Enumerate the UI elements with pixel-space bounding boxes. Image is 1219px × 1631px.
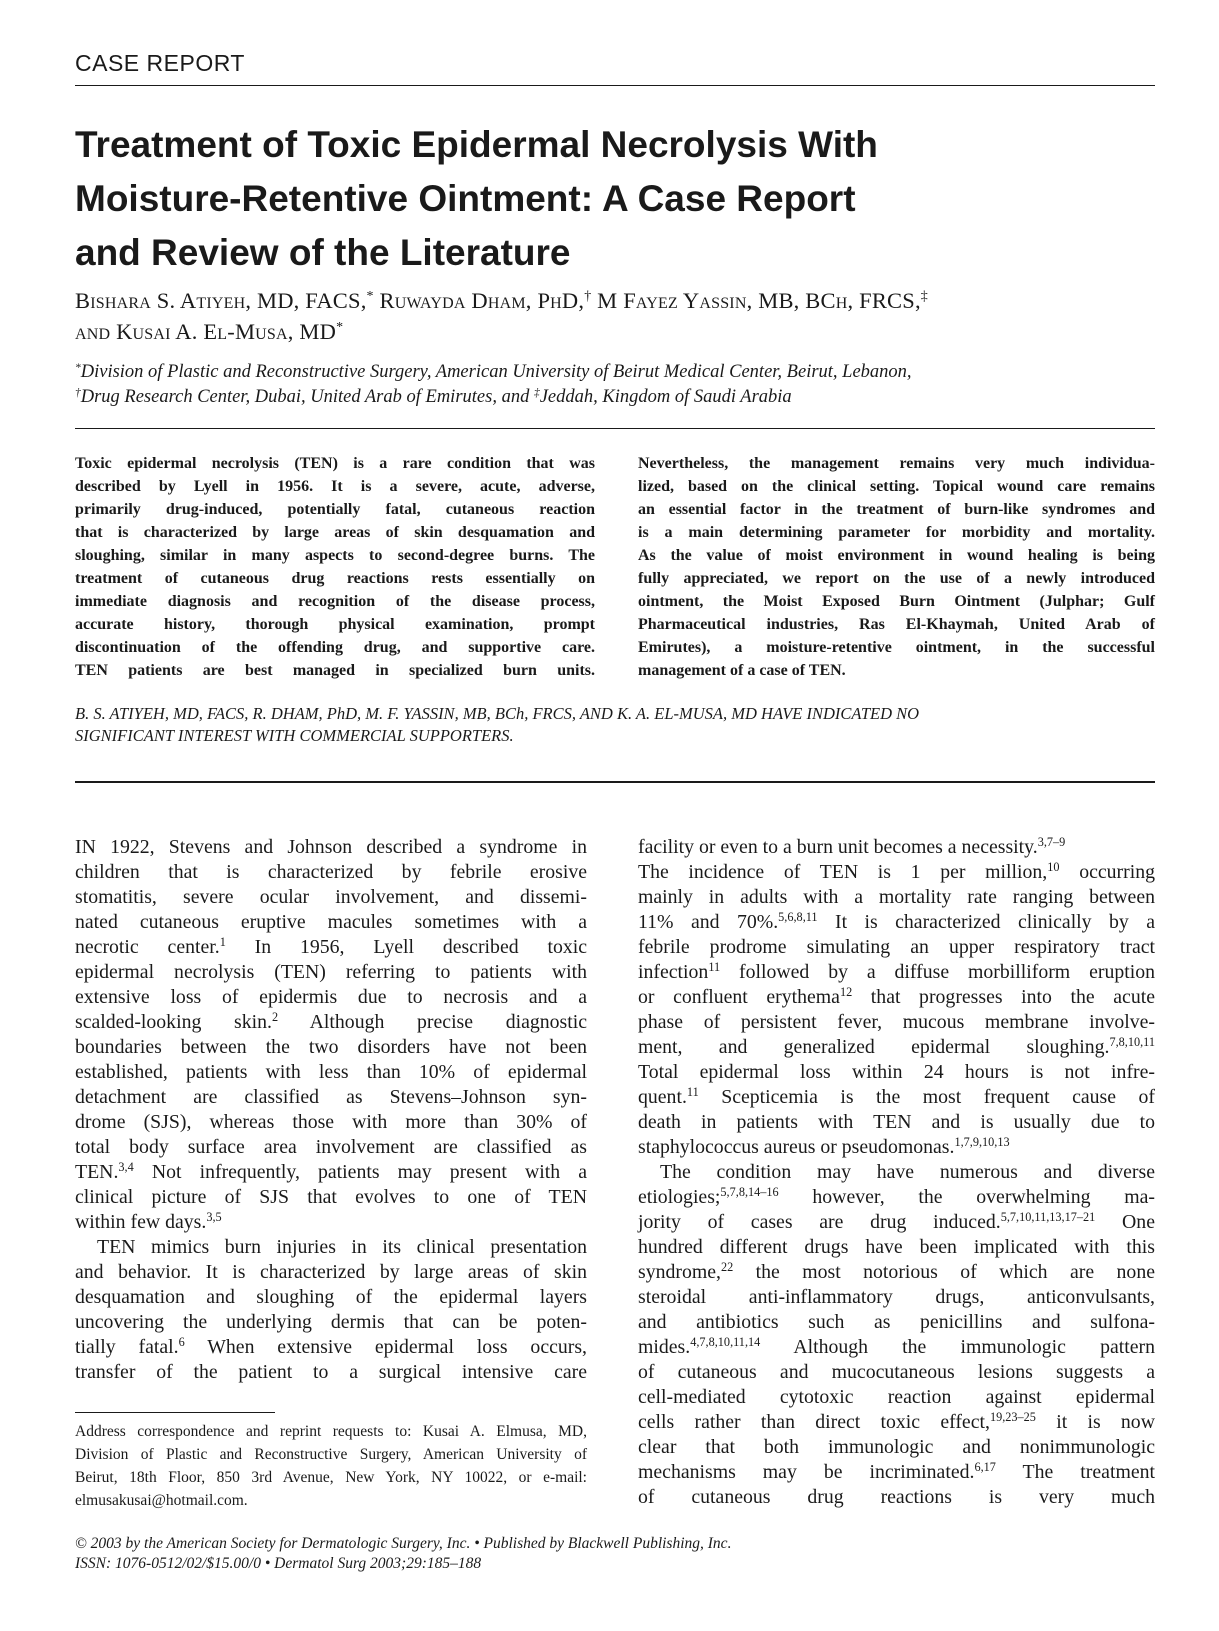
body-text-line: hundred different drugs have been implicated with this [638,1236,1155,1258]
body-text-line: detachment are classified as Stevens–Johnson syn- [75,1086,587,1108]
abstract-line: fully appreciated, we report on the use of a newly introduced [638,570,1155,587]
body-text-line: necrotic center.$^1$ In 1956, Lyell described toxic [75,935,587,958]
body-top-rule [75,781,1155,783]
abstract-line: immediate diagnosis and recognition of the disease process, [75,593,595,610]
body-text-line: ment, and generalized epidermal sloughing.$^{7,8,10,11}$ [638,1035,1155,1058]
body-text-line: stomatitis, severe ocular involvement, and dissemi- [75,886,587,908]
body-text-line: transfer of the patient to a surgical intensive care [75,1361,587,1383]
body-text-line: infection$^{11}$ followed by a diffuse morbilliform eruption [638,960,1155,983]
header-rule [75,85,1155,86]
abstract-line: is a main determining parameter for morbidity and mortality. [638,524,1155,541]
footnote-line: Division of Plastic and Reconstructive Surgery, American University of [75,1446,587,1463]
body-text-line: febrile prodrome simulating an upper respiratory tract [638,936,1155,958]
abstract-line: primarily drug-induced, potentially fatal, cutaneous reaction [75,501,595,518]
abstract-line: discontinuation of the offending drug, and supportive care. [75,639,595,656]
citation-superscript: 7,8,10,11 [1109,1035,1155,1050]
body-text-line: syndrome,$^{22}$ the most notorious of which are none [638,1260,1155,1283]
abstract-line: an essential factor in the treatment of burn-like syndromes and [638,501,1155,518]
body-text-line: mainly in adults with a mortality rate ranging between [638,886,1155,908]
body-text-line: scalded-looking skin.$^2$ Although precise diagnostic [75,1010,588,1033]
body-right-column [638,835,1155,1510]
citation-superscript: 3,4 [118,1160,134,1175]
body-text-line: facility or even to a burn unit becomes a necessity.$^{3,7-9}$ [638,835,1066,858]
body-text-line: or confluent erythema$^{12}$ that progresses into the acute [638,985,1155,1008]
body-text-line: desquamation and sloughing of the epidermal layers [75,1286,587,1308]
body-text-line: epidermal necrolysis (TEN) referring to patients with [75,961,587,983]
citation-superscript: 5,7,8,14–16 [720,1185,779,1200]
footnote-rule [75,1412,275,1413]
abstract-line: lized, based on the clinical setting. Topical wound care remains [638,478,1155,495]
body-text-line: staphylococcus aureus or pseudomonas.$^{1,7,9,10,13}$ [638,1135,1010,1158]
citation-superscript: 1 [219,935,226,950]
author-list [75,285,1160,347]
copyright-notice [75,1534,1160,1574]
affiliations [75,360,1160,410]
body-text-line: and antibiotics such as penicillins and sulfona- [638,1311,1155,1333]
disclosure-line: B. S. ATIYEH, MD, FACS, R. DHAM, PhD, M. F. YASSIN, MB, BCh, FRCS, AND K. A. EL-MUSA, MD HAVE INDICATED NO [75,704,920,723]
citation-superscript: 3,5 [206,1210,222,1225]
body-text-line: TEN mimics burn injuries in its clinical presentation [97,1236,587,1258]
body-text-line: total body surface area involvement are classified as [75,1136,587,1158]
body-text-line: cells rather than direct toxic effect,$^{19,23-25}$ it is now [638,1410,1155,1433]
abstract-line: Pharmaceutical industries, Ras El-Khaymah, United Arab of [638,616,1155,633]
body-text-line: children that is characterized by febrile erosive [75,861,587,883]
body-text-line: The condition may have numerous and diverse [660,1161,1155,1183]
body-text-line: cell-mediated cytotoxic reaction against epidermal [638,1386,1155,1408]
title-line: Moisture-Retentive Ointment: A Case Report [75,178,856,219]
body-text-line: drome (SJS), whereas those with more than 30% of [75,1111,587,1133]
citation-superscript: 5,6,8,11 [778,910,818,925]
abstract-line: accurate history, thorough physical examination, prompt [75,616,595,633]
body-text-line: boundaries between the two disorders have not been [75,1036,587,1058]
citation-superscript: 12 [839,985,853,1000]
body-text-line: extensive loss of epidermis due to necrosis and a [75,986,587,1008]
abstract-line: TEN patients are best managed in specialized burn units. [75,662,595,679]
citation-superscript: 22 [720,1260,734,1275]
citation-superscript: 4,7,8,10,11,14 [690,1335,761,1350]
body-text-line: 11% and 70%.$^{5,6,8,11}$ It is characterized clinically by a [638,910,1155,933]
body-text-line: established, patients with less than 10% of epidermal [75,1061,587,1083]
citation-superscript: 11 [708,960,721,975]
body-text-line: of cutaneous drug reactions is very much [638,1486,1155,1508]
body-text-line: The incidence of TEN is 1 per million,$^{10}$ occurring [638,860,1155,883]
body-text-line: uncovering the underlying dermis that can be poten- [75,1311,587,1333]
body-left-column [75,835,587,1385]
section-label: CASE REPORT [75,50,245,76]
article-title [75,118,1155,280]
disclosure-statement [75,703,1160,747]
abstract-left-column [75,452,595,682]
affiliation-line: *Division of Plastic and Reconstructive Surgery, American University of Beirut Medical Center, Beirut, Lebanon, [75,361,912,382]
body-text-line: death in patients with TEN and is usually due to [638,1111,1155,1133]
affiliation-line: †Drug Research Center, Dubai, United Arab of Emirutes, and ‡Jeddah, Kingdom of Saudi Arabia [75,386,792,407]
body-text-line: and behavior. It is characterized by large areas of skin [75,1261,587,1283]
abstract-line: that is characterized by large areas of skin desquamation and [75,524,595,541]
body-text-line: TEN.$^{3,4}$ Not infrequently, patients may present with a [75,1160,587,1183]
copyright-line: © 2003 by the American Society for Dermatologic Surgery, Inc. • Published by Blackwell Publishing, Inc. [75,1535,732,1552]
citation-superscript: 3,7–9 [1037,835,1066,850]
abstract-line: As the value of moist environment in wound healing is being [638,547,1155,564]
abstract-line: management of a case of TEN. [638,662,846,679]
author-line: and Kusai A. El-Musa, MD* [75,319,344,344]
body-text-line: quent.$^{11}$ Scepticemia is the most frequent cause of [638,1085,1155,1108]
footnote-line: Beirut, 18th Floor, 850 3rd Avenue, New York, NY 10022, or e-mail: [75,1469,587,1486]
body-text-line: nated cutaneous eruptive macules sometimes with a [75,911,587,933]
body-text-line: Total epidermal loss within 24 hours is not infre- [638,1061,1155,1083]
citation-superscript: 10 [1047,860,1060,875]
body-text-line: tially fatal.$^6$ When extensive epidermal loss occurs, [75,1335,587,1358]
abstract-line: Toxic epidermal necrolysis (TEN) is a rare condition that was [75,455,595,472]
citation-superscript: 1,7,9,10,13 [954,1135,1010,1150]
correspondence-footnote [75,1420,587,1512]
body-text-line: jority of cases are drug induced.$^{5,7,10,11,13,17-21}$ One [638,1210,1155,1233]
disclosure-line: SIGNIFICANT INTEREST WITH COMMERCIAL SUPPORTERS. [75,726,514,745]
body-text-line: clinical picture of SJS that evolves to one of TEN [75,1186,587,1208]
copyright-line: ISSN: 1076-0512/02/$15.00/0 • Dermatol Surg 2003;29:185–188 [75,1555,482,1572]
abstract-line: Nevertheless, the management remains very much individua- [638,455,1155,472]
citation-superscript: 2 [271,1010,279,1025]
citation-superscript: 6,17 [974,1460,996,1475]
author-line: Bishara S. Atiyeh, MD, FACS,* Ruwayda Dham, PhD,† M Fayez Yassin, MB, BCh, FRCS,‡ [75,288,928,313]
body-text-line: mechanisms may be incriminated.$^{6,17}$ The treatment [638,1460,1155,1483]
footnote-line: elmusakusai@hotmail.com. [75,1492,248,1509]
abstract-line: described by Lyell in 1956. It is a severe, acute, adverse, [75,478,595,495]
title-line: Treatment of Toxic Epidermal Necrolysis With [75,124,878,165]
citation-superscript: 6 [178,1335,185,1350]
body-text-line: of cutaneous and mucocutaneous lesions suggests a [638,1361,1155,1383]
abstract-right-column [638,452,1155,682]
abstract-top-rule [75,428,1155,429]
body-text-line: clear that both immunologic and nonimmunologic [638,1436,1155,1458]
citation-superscript: 11 [686,1085,699,1100]
abstract-line: Emirutes), a moisture-retentive ointment, in the successful [638,639,1155,656]
body-text-line: within few days.$^{3,5}$ [75,1210,222,1233]
abstract-line: ointment, the Moist Exposed Burn Ointment (Julphar; Gulf [638,593,1155,610]
citation-superscript: 19,23–25 [989,1410,1036,1425]
body-text-line: steroidal anti-inflammatory drugs, anticonvulsants, [638,1286,1155,1308]
body-text-line: etiologies;$^{5,7,8,14-16}$ however, the overwhelming ma- [638,1185,1155,1208]
abstract-line: sloughing, similar in many aspects to second-degree burns. The [75,547,595,564]
body-text-line: mides.$^{4,7,8,10,11,14}$ Although the immunologic pattern [638,1335,1155,1358]
footnote-line: Address correspondence and reprint requests to: Kusai A. Elmusa, MD, [75,1423,587,1440]
title-line: and Review of the Literature [75,232,571,273]
body-text-line: IN 1922, Stevens and Johnson described a syndrome in [75,836,587,858]
citation-superscript: 5,7,10,11,13,17–21 [1000,1210,1096,1225]
body-text-line: phase of persistent fever, mucous membrane involve- [638,1011,1155,1033]
abstract-line: treatment of cutaneous drug reactions rests essentially on [75,570,595,587]
